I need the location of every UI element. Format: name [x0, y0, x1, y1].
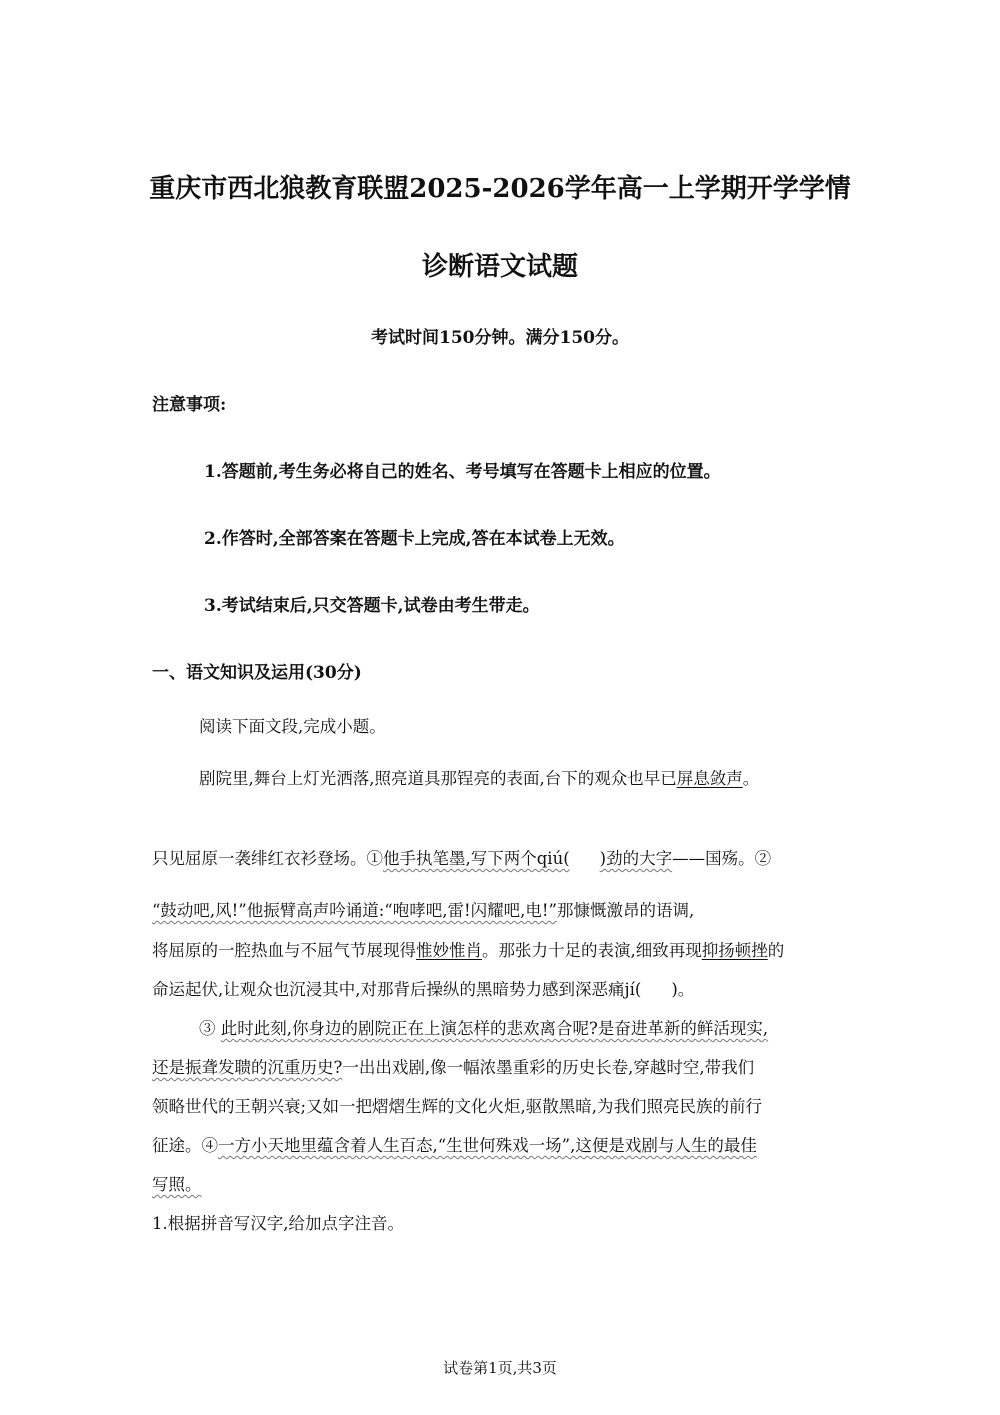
- passage-line-2: 只见屈原一袭绯红衣衫登场。①他手执笔墨,写下两个qiú( )劲的大字——国殇。②: [152, 849, 772, 868]
- underlined-phrase: 抑扬顿挫: [701, 941, 768, 960]
- section-heading: 一、语文知识及运用(30分): [152, 663, 362, 683]
- wavy-sentence-2: “鼓动吧,风!”他振臂高声吟诵道:“咆哮吧,雷!闪耀吧,电!”: [152, 901, 557, 920]
- passage-line-9: 征途。④一方小天地里蕴含着人生百态,“生世何殊戏一场”,这便是戏剧与人生的最佳: [152, 1136, 757, 1155]
- underlined-phrase: 惟妙惟肖: [416, 941, 482, 960]
- exam-title-line2: 诊断语文试题: [421, 252, 578, 282]
- passage-line-5: 命运起伏,让观众也沉浸其中,对那背后操纵的黑暗势力感到深恶痛jí( )。: [152, 980, 695, 999]
- notice-item-3: 3.考试结束后,只交答题卡,试卷由考生带走。: [204, 596, 540, 616]
- page-footer: 试卷第1页,共3页: [443, 1359, 557, 1377]
- notice-item-1: 1.答题前,考生务必将自己的姓名、考号填写在答题卡上相应的位置。: [204, 462, 721, 482]
- passage-line-6: ③ 此时此刻,你身边的剧院正在上演怎样的悲欢离合呢?是奋进革新的鲜活现实,: [199, 1019, 769, 1038]
- notice-item-2: 2.作答时,全部答案在答题卡上完成,答在本试卷上无效。: [204, 529, 625, 549]
- passage-line-3: “鼓动吧,风!”他振臂高声吟诵道:“咆哮吧,雷!闪耀吧,电!”那慷慨激昂的语调,: [152, 901, 695, 920]
- passage-line-1: 剧院里,舞台上灯光洒落,照亮道具那锃亮的表面,台下的观众也早已屏息敛声。: [199, 769, 760, 788]
- wavy-sentence-4: 一方小天地里蕴含着人生百态,“生世何殊戏一场”,这便是戏剧与人生的最佳: [218, 1136, 757, 1155]
- underlined-phrase: 屏息敛声: [676, 769, 743, 788]
- exam-title-line1: 重庆市西北狼教育联盟2025-2026学年高一上学期开学学情: [149, 174, 851, 204]
- notice-heading: 注意事项:: [152, 395, 227, 415]
- reading-instruction: 阅读下面文段,完成小题。: [199, 717, 386, 736]
- passage-line-7: 还是振聋发聩的沉重历史?一出出戏剧,像一幅浓墨重彩的历史长卷,穿越时空,带我们: [152, 1058, 755, 1077]
- wavy-sentence-3: 此时此刻,你身边的剧院正在上演怎样的悲欢离合呢?是奋进革新的鲜活现实,: [220, 1019, 769, 1038]
- passage-line-10: 写照。: [152, 1175, 202, 1194]
- passage-line-8: 领略世代的王朝兴衰;又如一把熠熠生辉的文化火炬,驱散黑暗,为我们照亮民族的前行: [152, 1097, 763, 1116]
- wavy-sentence-1: 他手执笔墨,写下两个qiú(: [383, 849, 570, 868]
- exam-info: 考试时间150分钟。满分150分。: [371, 328, 629, 348]
- passage-line-4: 将屈原的一腔热血与不屈气节展现得惟妙惟肖。那张力十足的表演,细致再现抑扬顿挫的: [152, 941, 785, 960]
- underlined-phrase: 振聋发聩: [185, 1058, 251, 1077]
- question-1: 1.根据拼音写汉字,给加点字注音。: [152, 1214, 404, 1233]
